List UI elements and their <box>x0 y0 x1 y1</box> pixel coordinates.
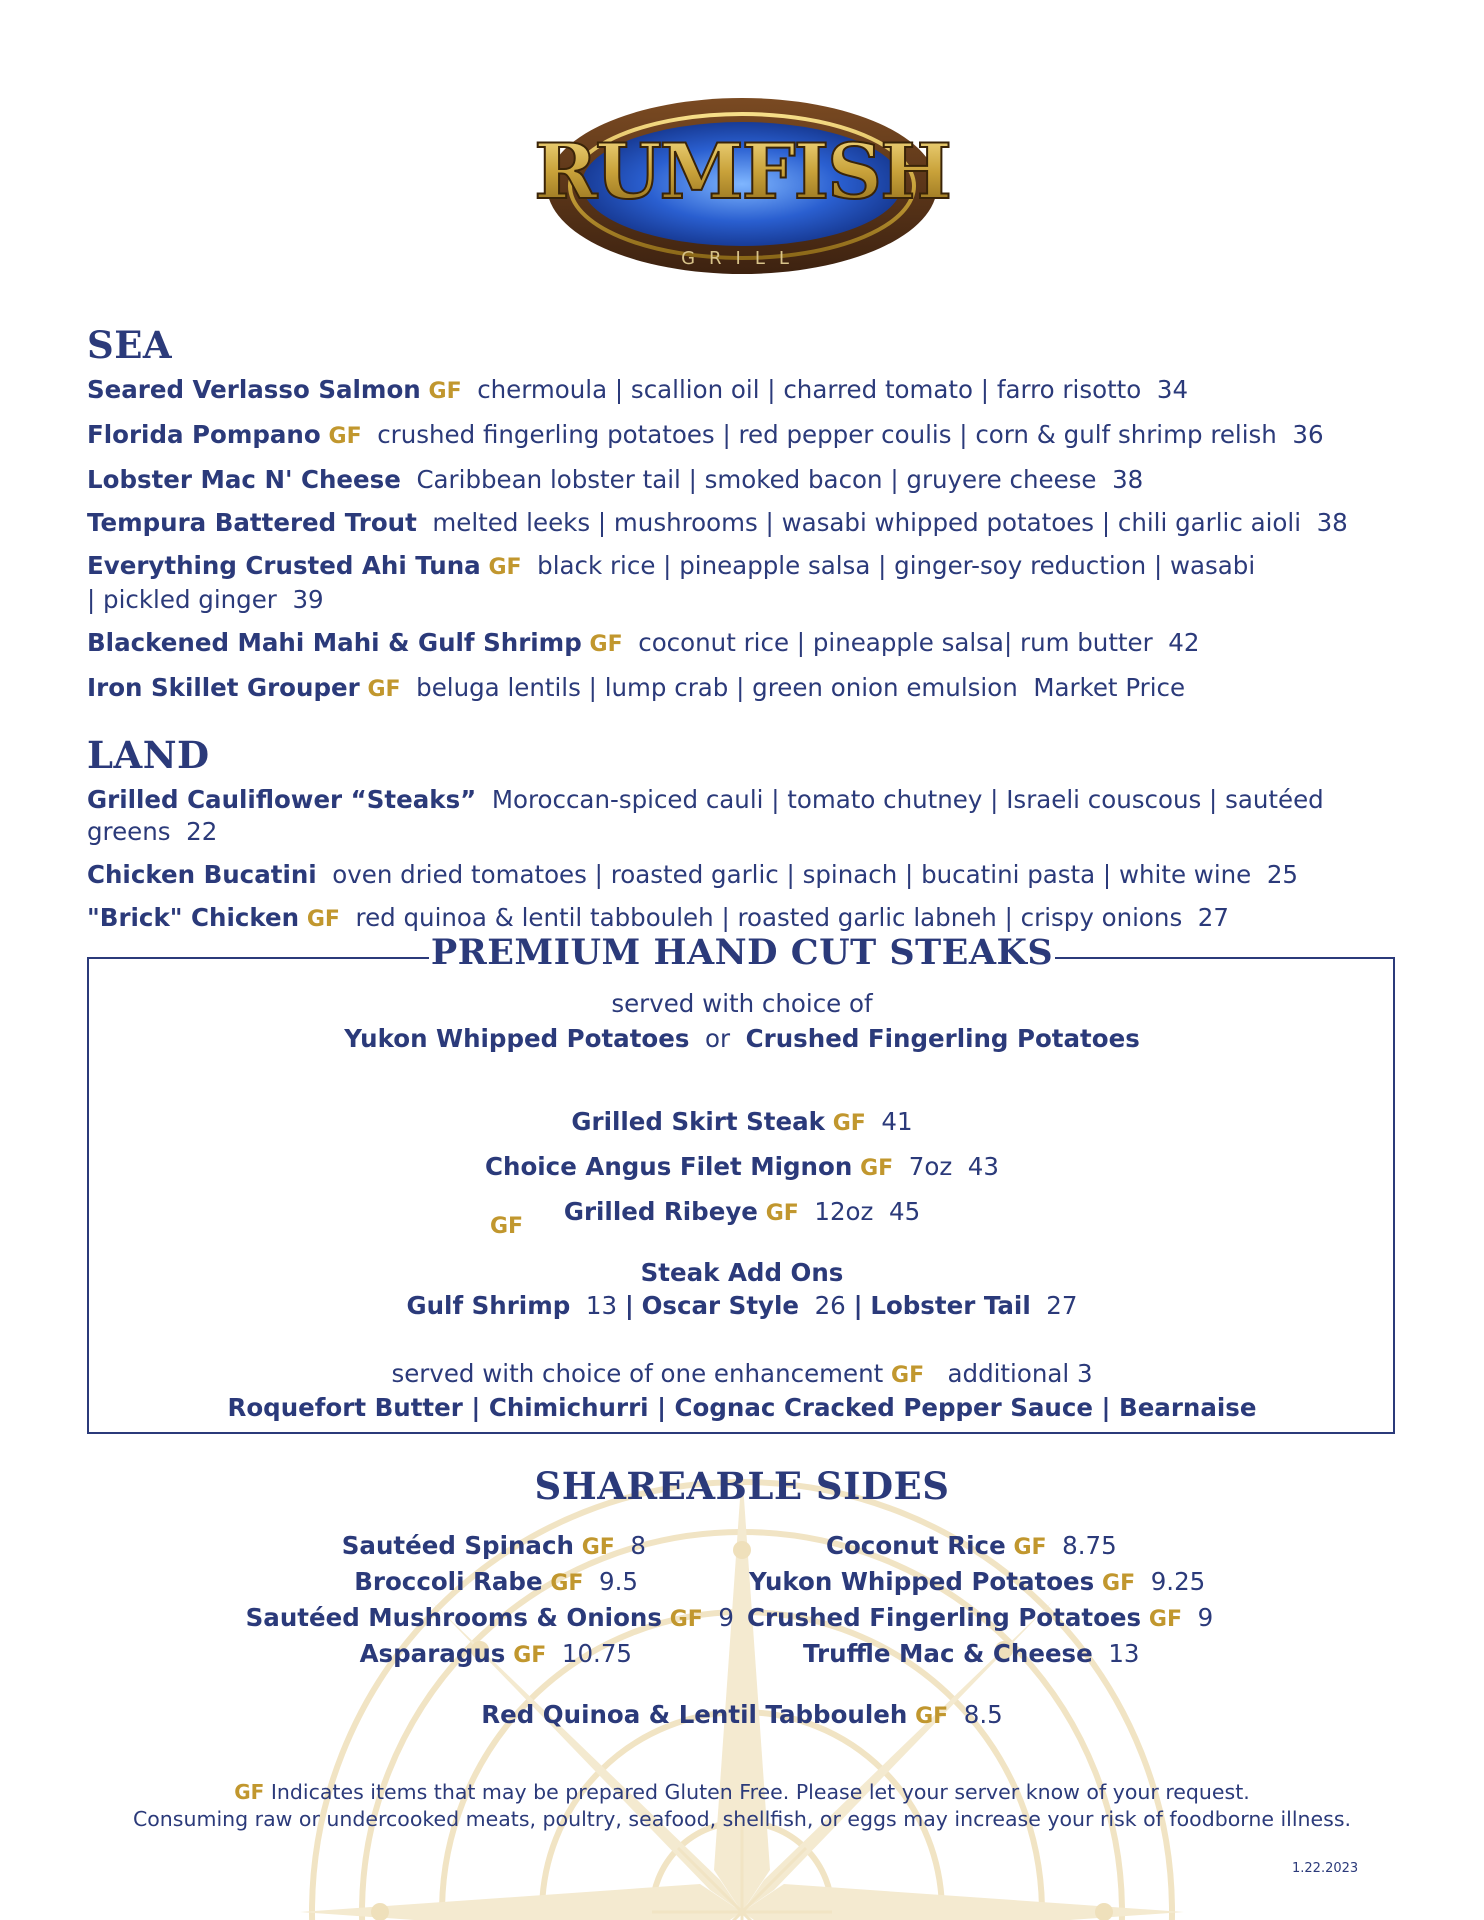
land-items <box>87 784 1407 947</box>
sea-items <box>87 374 1407 717</box>
section-title-sea: SEA <box>87 323 173 367</box>
menu-item: Blackened Mahi Mahi & Gulf Shrimp GF coconut rice | pineapple salsa| rum butter 42 <box>87 628 1200 657</box>
side-item: Broccoli Rabe GF 9.5 <box>354 1567 638 1596</box>
section-title-sides: SHAREABLE SIDES <box>534 1464 950 1508</box>
menu-item: Grilled Cauliflower “Steaks” Moroccan-spiced cauli | tomato chutney | Israeli couscous | sautéed greens 22 <box>87 785 1324 846</box>
steak-item: Grilled Skirt Steak GF 41 <box>571 1107 913 1136</box>
addons-title: Steak Add Ons <box>640 1258 844 1287</box>
side-item: Crushed Fingerling Potatoes GF 9 <box>747 1603 1214 1632</box>
steak-item: Grilled Ribeye GF 12oz 45 <box>563 1197 921 1226</box>
enhancement-note: served with choice of one enhancement GF additional 3 <box>391 1359 1093 1388</box>
section-title-land: LAND <box>87 733 210 777</box>
side-item: Sautéed Mushrooms & Onions GF 9 <box>245 1603 734 1632</box>
menu-item: Everything Crusted Ahi Tuna GF black rice | pineapple salsa | ginger-soy reduction | wasabi | pickled ginger 39 <box>87 551 1256 614</box>
side-item: Asparagus GF 10.75 <box>359 1639 632 1668</box>
menu-item: Chicken Bucatini oven dried tomatoes | roasted garlic | spinach | bucatini pasta | white wine 25 <box>87 860 1299 889</box>
side-item: Red Quinoa & Lentil Tabbouleh GF 8.5 <box>481 1700 1003 1729</box>
svg-text:GRILL: GRILL <box>681 248 803 269</box>
menu-item: Iron Skillet Grouper GF beluga lentils | lump crab | green onion emulsion Market Price <box>87 673 1186 702</box>
menu-item: Florida Pompano GF crushed fingerling potatoes | red pepper coulis | corn & gulf shrimp relish 36 <box>87 420 1324 449</box>
steak-served-with: served with choice of <box>611 989 873 1018</box>
svg-text:RUMFISH: RUMFISH <box>534 127 950 216</box>
steak-potato-choice: Yukon Whipped Potatoes or Crushed Fingerling Potatoes <box>344 1024 1140 1053</box>
steak-item: Choice Angus Filet Mignon GF 7oz 43 <box>485 1152 999 1181</box>
section-title-steaks: PREMIUM HAND CUT STEAKS <box>430 932 1054 973</box>
side-item: Truffle Mac & Cheese 13 <box>803 1639 1140 1668</box>
side-item: Yukon Whipped Potatoes GF 9.25 <box>749 1567 1206 1596</box>
rumfish-grill-logo <box>530 94 955 284</box>
gf-note: GF Indicates items that may be prepared Gluten Free. Please let your server know of your request. <box>234 1780 1250 1804</box>
stray-gf-tag: GF <box>490 1214 524 1239</box>
menu-item: Lobster Mac N' Cheese Caribbean lobster tail | smoked bacon | gruyere cheese 38 <box>87 465 1144 494</box>
enhancement-list: Roquefort Butter | Chimichurri | Cognac Cracked Pepper Sauce | Bearnaise <box>227 1393 1257 1422</box>
side-item: Coconut Rice GF 8.75 <box>826 1531 1117 1560</box>
menu-item: "Brick" Chicken GF red quinoa & lentil tabbouleh | roasted garlic labneh | crispy onions 27 <box>87 903 1229 932</box>
addons-list: Gulf Shrimp 13 | Oscar Style 26 | Lobster Tail 27 <box>406 1291 1078 1320</box>
food-warning: Consuming raw or undercooked meats, poultry, seafood, shellfish, or eggs may increase your risk of foodborne illness. <box>132 1807 1352 1831</box>
menu-date: 1.22.2023 <box>1292 1861 1359 1876</box>
menu-item: Seared Verlasso Salmon GF chermoula | scallion oil | charred tomato | farro risotto 34 <box>87 375 1189 404</box>
menu-item: Tempura Battered Trout melted leeks | mushrooms | wasabi whipped potatoes | chili garlic aioli 38 <box>87 508 1348 537</box>
side-item: Sautéed Spinach GF 8 <box>341 1531 646 1560</box>
